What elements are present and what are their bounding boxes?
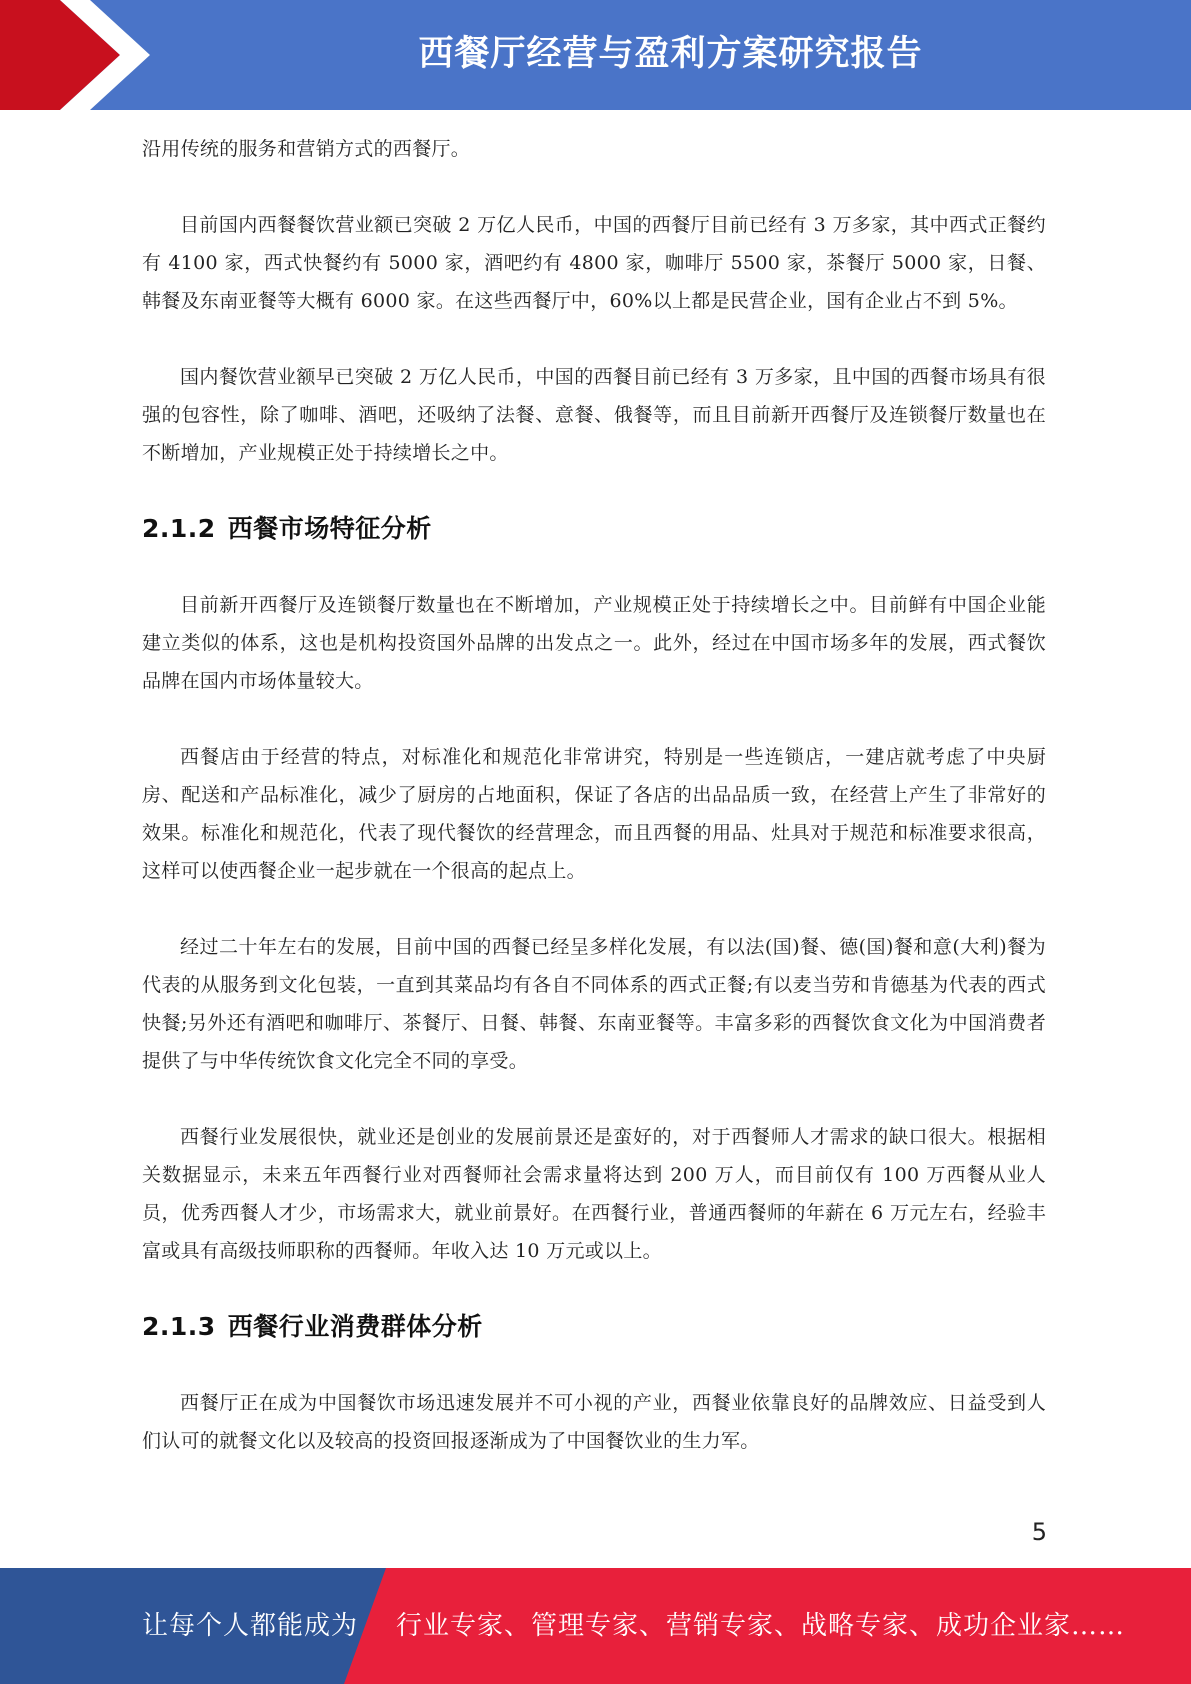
section-heading [142, 510, 1046, 548]
paragraph: 沿用传统的服务和营销方式的西餐厅。 [142, 138, 471, 160]
section-number: 2.1.3 [142, 1312, 216, 1341]
paragraph: 西餐厅正在成为中国餐饮市场迅速发展并不可小视的产业，西餐业依靠良好的品牌效应、日益受到人们认可的就餐文化以及较高的投资回报逐渐成为了中国餐饮业的生力军。 [142, 1392, 1046, 1452]
page-number: 5 [1031, 1518, 1047, 1546]
footer-slogan-right: 行业专家、管理专家、营销专家、战略专家、成功企业家…… [396, 1611, 1126, 1641]
header-chevron-decoration [0, 0, 160, 110]
section-title: 西餐行业消费群体分析 [227, 1312, 483, 1341]
paragraph: 国内餐饮营业额早已突破 2 万亿人民币，中国的西餐目前已经有 3 万多家，且中国的西餐市场具有很强的包容性，除了咖啡、酒吧，还吸纳了法餐、意餐、俄餐等，而且目前新开西餐厅及连锁餐厅数量也在不断增加，产业规模正处于持续增长之中。 [142, 366, 1046, 464]
document-title: 西餐厅经营与盈利方案研究报告 [418, 34, 923, 74]
paragraph: 目前国内西餐餐饮营业额已突破 2 万亿人民币，中国的西餐厅目前已经有 3 万多家，其中西式正餐约有 4100 家，西式快餐约有 5000 家，酒吧约有 4800 家，咖啡厅 5500 家，茶餐厅 5000 家，日餐、韩餐及东南亚餐等大概有 6000 家。在这些西餐厅中，60%以上都是民营企业，国有企业占不到 5%。 [142, 214, 1046, 312]
page-footer [0, 1568, 1191, 1684]
section-heading [142, 1308, 1046, 1346]
page-header [0, 0, 1191, 110]
paragraph: 西餐店由于经营的特点，对标准化和规范化非常讲究，特别是一些连锁店，一建店就考虑了中央厨房、配送和产品标准化，减少了厨房的占地面积，保证了各店的出品品质一致，在经营上产生了非常好的效果。标准化和规范化，代表了现代餐饮的经营理念，而且西餐的用品、灶具对于规范和标准要求很高，这样可以使西餐企业一起步就在一个很高的起点上。 [142, 746, 1046, 882]
document-body [142, 130, 1046, 1460]
footer-slogan-left: 让每个人都能成为 [142, 1611, 359, 1641]
section-number: 2.1.2 [142, 514, 216, 543]
paragraph: 西餐行业发展很快，就业还是创业的发展前景还是蛮好的，对于西餐师人才需求的缺口很大。根据相关数据显示，未来五年西餐行业对西餐师社会需求量将达到 200 万人，而目前仅有 100 万西餐从业人员，优秀西餐人才少，市场需求大，就业前景好。在西餐行业，普通西餐师的年薪在 6 万元左右，经验丰富或具有高级技师职称的西餐师。年收入达 10 万元或以上。 [142, 1126, 1046, 1262]
section-title: 西餐市场特征分析 [227, 514, 432, 543]
paragraph: 目前新开西餐厅及连锁餐厅数量也在不断增加，产业规模正处于持续增长之中。目前鲜有中国企业能建立类似的体系，这也是机构投资国外品牌的出发点之一。此外，经过在中国市场多年的发展，西式餐饮品牌在国内市场体量较大。 [142, 594, 1046, 692]
paragraph: 经过二十年左右的发展，目前中国的西餐已经呈多样化发展，有以法(国)餐、德(国)餐和意(大利)餐为代表的从服务到文化包装，一直到其菜品均有各自不同体系的西式正餐;有以麦当劳和肯德基为代表的西式快餐;另外还有酒吧和咖啡厅、茶餐厅、日餐、韩餐、东南亚餐等。丰富多彩的西餐饮食文化为中国消费者提供了与中华传统饮食文化完全不同的享受。 [142, 936, 1046, 1072]
